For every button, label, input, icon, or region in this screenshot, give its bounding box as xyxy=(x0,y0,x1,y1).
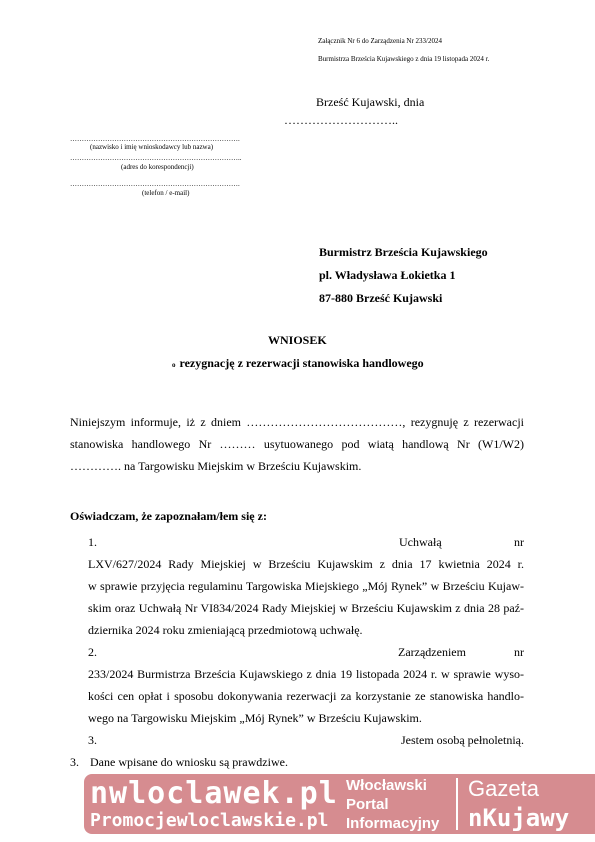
item1-line4: skim oraz Uchwałą Nr VI834/2024 Rady Miejskiej w Brześciu Kujawskim z dnia 28 paź- xyxy=(88,601,524,615)
banner-site-logo: nwloclawek.pl xyxy=(90,776,338,811)
item4-number: 3. xyxy=(70,755,79,769)
banner-kujawy-logo: nKujawy xyxy=(468,804,570,832)
item1-line3: w sprawie przyjęcia regulaminu Targowiska Miejskiego „Mój Rynek” w Brześciu Kujaw- xyxy=(88,579,524,593)
body-line-2: stanowiska handlowego Nr ……… usytuowanego pod wiatą handlową Nr (W1/W2) xyxy=(70,437,524,451)
sender-contact-label: (telefon / e-mail) xyxy=(142,189,190,197)
banner-divider xyxy=(456,778,458,830)
body-line-3: …………. na Targowisku Miejskim w Brześciu Kujawskim. xyxy=(70,459,362,473)
banner-portal-line3: Informacyjny xyxy=(346,815,440,832)
subtitle-prefix: o xyxy=(172,361,176,369)
item4-line xyxy=(70,755,288,770)
banner-gazeta: Gazeta xyxy=(468,776,539,801)
banner-portal-line1: Włocławski xyxy=(346,777,427,794)
sender-name-dots: ………………………………………………………………. xyxy=(70,135,240,143)
sender-name-label: (nazwisko i imię wnioskodawcy lub nazwa) xyxy=(90,143,214,151)
banner-promo-logo: Promocjewloclawskie.pl xyxy=(90,810,329,831)
recipient-line1: Burmistrz Brześcia Kujawskiego xyxy=(319,245,488,259)
item1-line5: dziernika 2024 roku zmieniającą przedmiotową uchwałę. xyxy=(88,623,363,637)
item1-line2: LXV/627/2024 Rady Miejskiej w Brześciu Kujawskim z dnia 17 kwietnia 2024 r. xyxy=(88,557,524,571)
item1-first-text: Uchwałą nr xyxy=(399,535,524,549)
document-title: WNIOSEK xyxy=(268,333,327,347)
declaration-heading: Oświadczam, że zapoznałam/łem się z: xyxy=(70,509,267,523)
item2-number: 2. xyxy=(88,645,97,659)
item2-line4: wego na Targowisku Miejskim „Mój Rynek” w Brześciu Kujawskim. xyxy=(88,711,422,725)
item2-line2: 233/2024 Burmistrza Brześcia Kujawskiego z dnia 19 listopada 2024 r. w sprawie wyso- xyxy=(88,667,524,681)
recipient-line3: 87-880 Brześć Kujawski xyxy=(319,291,443,305)
sender-address-label: (adres do korespondencji) xyxy=(121,163,194,171)
banner-portal-line2: Portal xyxy=(346,796,389,813)
item4-text: Dane wpisane do wniosku są prawdziwe. xyxy=(90,755,288,769)
place-date-label: Brześć Kujawski, dnia xyxy=(316,95,425,109)
item2-line3: kości cen opłat i sposobu dokonywania rezerwacji za korzystanie ze stanowiska handlo- xyxy=(88,689,524,703)
watermark-banner xyxy=(84,774,595,834)
annex-header-line1: Załącznik Nr 6 do Zarządzenia Nr 233/2024 xyxy=(318,37,443,45)
banner-portal-text xyxy=(346,776,439,833)
subtitle-text: rezygnację z rezerwacji stanowiska handlowego xyxy=(179,356,424,370)
sender-contact-dots: ………………………………………………………………. xyxy=(70,180,240,188)
place-date-blank: ……………………….. xyxy=(284,113,398,127)
body-line-1: Niniejszym informuje, iż z dniem …………………………………, rezygnuję z rezerwacji xyxy=(70,415,524,429)
item3-number: 3. xyxy=(88,733,97,747)
item2-first-text: Zarządzeniem nr xyxy=(398,645,524,659)
recipient-line2: pl. Władysława Łokietka 1 xyxy=(319,268,456,282)
item3-text: Jestem osobą pełnoletnią. xyxy=(401,733,524,747)
annex-header-line2: Burmistrza Brześcia Kujawskiego z dnia 19 listopada 2024 r. xyxy=(318,55,490,63)
document-subtitle xyxy=(172,354,424,372)
sender-address-dots: ……………………………………………………………….. xyxy=(70,154,242,162)
item1-number: 1. xyxy=(88,535,97,549)
